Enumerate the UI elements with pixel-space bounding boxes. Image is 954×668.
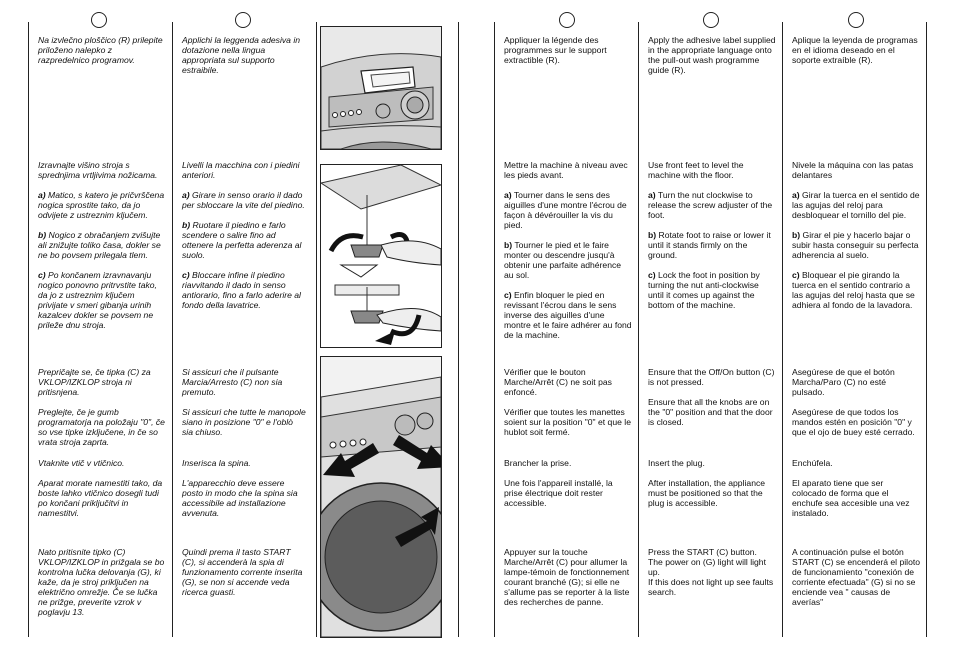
section-check-en — [648, 367, 776, 437]
column-italian — [182, 35, 306, 645]
language-marker-it — [235, 12, 251, 28]
paragraph: Mettre la machine à niveau avec les pieds avant. — [504, 160, 628, 180]
section-check-sl — [38, 367, 166, 457]
paragraph: Vérifier que le bouton Marche/Arrêt (C) ne soit pas enfoncé. — [504, 367, 612, 397]
step-b: b) Tourner le pied et le faire monter ou descendre jusqu'à obtenir une parfaite adhérence au sol. — [504, 240, 622, 280]
paragraph: A continuación pulse el botón START (C) se encenderá el piloto de funcionamiento "conexión de corriente efectuada" (G) si no se enciende vea " causas de averías" — [792, 547, 921, 607]
section-label-sl — [38, 35, 166, 75]
paragraph: Asegúrese de que el botón Marcha/Paro (C) no esté pulsado. — [792, 367, 895, 397]
column-divider — [28, 22, 29, 637]
paragraph: Vérifier que toutes les manettes soient sur la position "0" et que le hublot soit fermé. — [504, 407, 631, 437]
paragraph: Brancher la prise. — [504, 458, 572, 468]
paragraph: Nato pritisnite tipko (C) VKLOP/IZKLOP in prižgala se bo kontrolna lučka delovanja (G), ki kaže, da je stroj priključen na električno omrežje. Če se lučka ne prižge, preverite vzrok v poglavju 13. — [38, 547, 165, 617]
section-plug-es — [792, 458, 920, 528]
section-label-es — [792, 35, 920, 75]
step-c: c) Bloquear el pie girando la tuerca en el sentido contrario a las agujas del reloj hasta que se adhiera al fondo de la lavadora. — [792, 270, 915, 310]
step-c: c) Enfin bloquer le pied en revissant l'écrou dans le sens inverse des aiguilles d'une montre et le faire adhérer au fond de la machine. — [504, 290, 632, 340]
column-divider — [458, 22, 459, 637]
paragraph: Aplique la leyenda de programas en el idioma deseado en el soporte extraíble (R). — [792, 35, 918, 65]
column-divider — [638, 22, 639, 637]
section-leveling-en — [648, 160, 776, 320]
step-a: a) Tourner dans le sens des aiguilles d'une montre l'écrou de façon à dévérouiller la vis du pied. — [504, 190, 627, 230]
column-french — [504, 35, 632, 645]
section-start-sl — [38, 547, 166, 627]
step-a: a) Girare in senso orario il dado per sbloccare la vite del piedino. — [182, 190, 305, 210]
paragraph: After installation, the appliance must be positioned so that the plug is accessible. — [648, 478, 766, 508]
section-leveling-es — [792, 160, 920, 320]
language-marker-sl — [91, 12, 107, 28]
paragraph: Ensure that all the knobs are on the "0" position and that the door is closed. — [648, 397, 773, 427]
paragraph: Ensure that the Off/On button (C) is not pressed. — [648, 367, 775, 387]
paragraph: Insert the plug. — [648, 458, 705, 468]
paragraph: Si assicuri che il pulsante Marcia/Arresto (C) non sia premuto. — [182, 367, 283, 397]
paragraph: Na izvlečno ploščico (R) prilepite priloženo nalepko z razpredelnico programov. — [38, 35, 163, 65]
illustration-machine-front — [320, 356, 442, 638]
column-divider — [172, 22, 173, 637]
illustration-program-label — [320, 26, 442, 150]
step-b: b) Girar el pie y hacerlo bajar o subir hasta conseguir su perfecta adherencia al suelo. — [792, 230, 919, 260]
paragraph: Livelli la macchina con i piedini anteriori. — [182, 160, 300, 180]
paragraph: Quindi prema il tasto START (C), si accenderà la spia di funzionamento corrente inserita (G), se non si accende veda ricerca guasti. — [182, 547, 303, 597]
column-slovenian — [38, 35, 166, 645]
step-c: c) Bloccare infine il piedino riavvitando il dado in senso antiorario, fino a farlo aderire al fondo della lavatrice. — [182, 270, 301, 310]
paragraph: Izravnajte višino stroja s sprednjima vrtljivima nožicama. — [38, 160, 158, 180]
step-a: a) Girar la tuerca en el sentido de las agujas del reloj para desbloquear el tornillo del pie. — [792, 190, 920, 220]
paragraph: Appuyer sur la touche Marche/Arrêt (C) pour allumer la lampe-témoin de fonctionnement courant branché (G); si elle ne s'allume pas se reporter à la liste des recherches de panne. — [504, 547, 630, 607]
paragraph: Si assicuri che tutte le manopole siano in posizione "0" e l'oblò sia chiuso. — [182, 407, 306, 437]
step-c: c) Po končanem izravnavanju nogico ponovno pritrvstite tako, da jo z ustreznim ključem privijate v smeri gibanja urinih kazalcev dokler se povsem ne prileže dnu stroja. — [38, 270, 157, 330]
step-b: b) Rotate foot to raise or lower it until it stands firmly on the ground. — [648, 230, 771, 260]
section-start-fr — [504, 547, 632, 617]
paragraph: Aparat morate namestiti tako, da boste lahko vtičnico dosegli tudi po končani priključitvi in namestitvi. — [38, 478, 163, 518]
section-label-it — [182, 35, 306, 85]
paragraph: Inserisca la spina. — [182, 458, 251, 468]
section-leveling-sl — [38, 160, 166, 340]
section-leveling-fr — [504, 160, 632, 350]
section-check-fr — [504, 367, 632, 447]
section-start-es — [792, 547, 920, 617]
paragraph: Vtaknite vtič v vtičnico. — [38, 458, 125, 468]
step-c: c) Lock the foot in position by turning the nut anti-clockwise until it comes up against the bottom of the machine. — [648, 270, 760, 310]
paragraph: Asegúrese de que todos los mandos estén en posición "0" y que el ojo de buey esté cerrado. — [792, 407, 915, 437]
paragraph: Use front feet to level the machine with the floor. — [648, 160, 744, 180]
section-start-it — [182, 547, 306, 607]
paragraph: Enchúfela. — [792, 458, 833, 468]
section-plug-it — [182, 458, 306, 528]
paragraph: Nivele la máquina con las patas delantares — [792, 160, 914, 180]
section-check-it — [182, 367, 306, 447]
column-spanish — [792, 35, 920, 645]
section-label-en — [648, 35, 776, 85]
step-a: a) Turn the nut clockwise to release the screw adjuster of the foot. — [648, 190, 773, 220]
column-divider — [926, 22, 927, 637]
paragraph: Apply the adhesive label supplied in the appropriate language onto the pull-out wash programme guide (R). — [648, 35, 776, 75]
step-a: a) Matico, s katero je pričvrščena nogica sprostite tako, da jo odvijete z ustreznim ključem. — [38, 190, 165, 220]
paragraph: El aparato tiene que ser colocado de forma que el enchufe sea accesible una vez instalado. — [792, 478, 910, 518]
section-plug-sl — [38, 458, 166, 528]
language-marker-fr — [559, 12, 575, 28]
section-check-es — [792, 367, 920, 447]
section-plug-fr — [504, 458, 632, 518]
column-divider — [494, 22, 495, 637]
paragraph: Appliquer la légende des programmes sur le support extractible (R). — [504, 35, 607, 65]
paragraph: Preglejte, če je gumb programatorja na položaju "0", če so vse tipke izključene, in če so vrata stroja zaprta. — [38, 407, 165, 447]
section-leveling-it — [182, 160, 306, 320]
step-b: b) Nogico z obračanjem zvišujte ali znižujte toliko časa, dokler se ne bo povsem prilegala tlem. — [38, 230, 161, 260]
paragraph: L'apparecchio deve essere posto in modo che la spina sia accessibile ad installazione avvenuta. — [182, 478, 298, 518]
section-start-en — [648, 547, 776, 607]
language-marker-en — [703, 12, 719, 28]
paragraph: Press the START (C) button. The power on (G) light will light up. If this does not light up see faults search. — [648, 547, 774, 597]
illustration-leveling-feet — [320, 164, 442, 348]
step-b: b) Ruotare il piedino e farlo scendere o salire fino ad ottenere la perfetta aderenza al suolo. — [182, 220, 302, 260]
section-plug-en — [648, 458, 776, 518]
column-divider — [782, 22, 783, 637]
paragraph: Prepričajte se, če tipka (C) za VKLOP/IZKLOP stroja ni pritisnjena. — [38, 367, 151, 397]
paragraph: Une fois l'appareil installé, la prise électrique doit rester accessible. — [504, 478, 613, 508]
section-label-fr — [504, 35, 632, 75]
column-divider — [316, 22, 317, 637]
language-marker-es — [848, 12, 864, 28]
column-english — [648, 35, 776, 645]
paragraph: Applichi la leggenda adesiva in dotazione nella lingua appropriata sul supporto estraibile. — [182, 35, 301, 75]
